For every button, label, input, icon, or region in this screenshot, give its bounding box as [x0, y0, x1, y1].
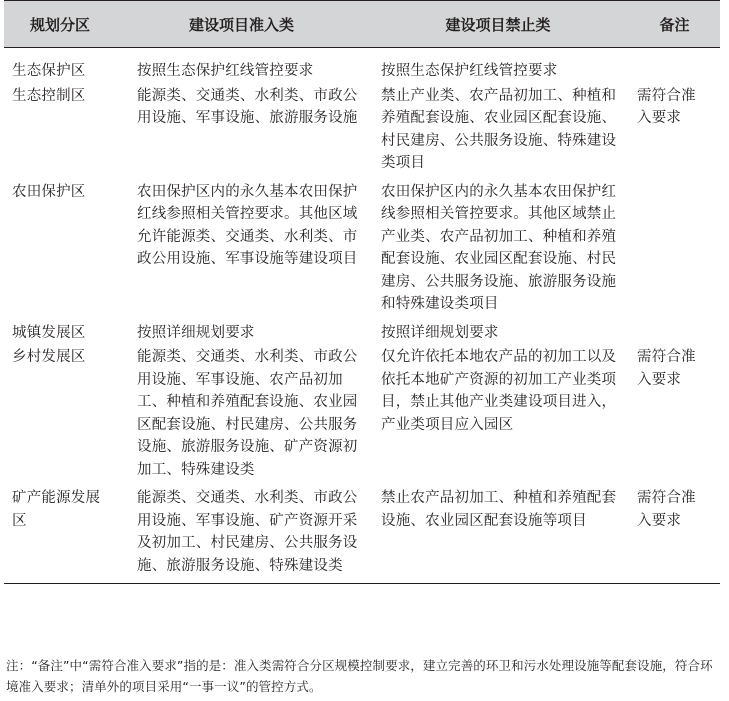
- table-row: [4, 48, 720, 83]
- remark-cell: [629, 48, 720, 83]
- remark-cell: 需符合准入要求: [637, 349, 696, 388]
- table-row: [4, 175, 720, 316]
- table-row: [4, 83, 720, 175]
- header-allowed: 建设项目准入类: [116, 1, 367, 48]
- header-forbidden: 建设项目禁止类: [367, 1, 629, 48]
- remark-cell: 需符合准入要求: [629, 481, 720, 584]
- table-row: [4, 344, 720, 481]
- zone-cell: 城镇发展区: [12, 324, 86, 341]
- forbidden-cell: 仅允许依托本地农产品的初加工以及依托本地矿产资源的初加工产业类项目，禁止其他产业类建设项目进入，产业类项目应入园区: [381, 349, 617, 433]
- zone-cell: 生态保护区: [12, 63, 86, 79]
- table-row: [4, 481, 720, 584]
- header-remark: 备注: [629, 1, 720, 48]
- allowed-cell: 能源类、交通类、水利类、市政公用设施、军事设施、矿产资源开采及初加工、村民建房、公共服务设施、旅游服务设施、特殊建设类: [116, 481, 367, 584]
- header-row: [4, 1, 720, 48]
- zone-cell: 乡村发展区: [12, 349, 86, 365]
- forbidden-cell: 按照详细规划要求: [381, 324, 499, 341]
- remark-cell: [629, 316, 720, 345]
- zone-cell: 生态控制区: [12, 87, 86, 104]
- allowed-cell: 能源类、交通类、水利类、市政公用设施、军事设施、旅游服务设施: [137, 87, 358, 126]
- remark-cell: 需符合准入要求: [637, 87, 696, 126]
- remark-cell: [629, 175, 720, 316]
- header-zone: 规划分区: [4, 1, 116, 48]
- table-header: [4, 1, 720, 48]
- table-row: [4, 316, 720, 345]
- forbidden-cell: 农田保护区内的永久基本农田保护红线参照相关管控要求。其他区域禁止产业类、农产品初加工、种植和养殖配套设施、农业园区配套设施、村民建房、公共服务设施、旅游服务设施和特殊建设类项目: [381, 183, 617, 312]
- allowed-cell: 按照生态保护红线管控要求: [137, 63, 314, 79]
- zoning-control-table: [4, 0, 720, 584]
- zone-cell: 农田保护区: [12, 183, 86, 200]
- forbidden-cell: 按照生态保护红线管控要求: [381, 63, 558, 79]
- table-body: [4, 48, 720, 584]
- table-footnote: 注：“备注”中“需符合准入要求”指的是：准入类需符合分区规模控制要求，建立完善的环卫和污水处理设施等配套设施，符合环境准入要求；清单外的项目采用“一事一议”的管控方式。: [6, 658, 713, 694]
- forbidden-cell: 禁止产业类、农产品初加工、种植和养殖配套设施、农业园区配套设施、村民建房、公共服务设施、特殊建设类项目: [381, 87, 617, 171]
- allowed-cell: 按照详细规划要求: [137, 324, 255, 341]
- forbidden-cell: 禁止农产品初加工、种植和养殖配套设施、农业园区配套设施等项目: [367, 481, 629, 584]
- allowed-cell: 农田保护区内的永久基本农田保护红线参照相关管控要求。其他区域允许能源类、交通类、水利类、市政公用设施、军事设施等建设项目: [137, 183, 358, 267]
- allowed-cell: 能源类、交通类、水利类、市政公用设施、军事设施、农产品初加工、种植和养殖配套设施、农业园区配套设施、村民建房、公共服务设施、旅游服务设施、矿产资源初加工、特殊建设类: [137, 349, 358, 478]
- zone-cell: 矿产能源发展区: [4, 481, 116, 584]
